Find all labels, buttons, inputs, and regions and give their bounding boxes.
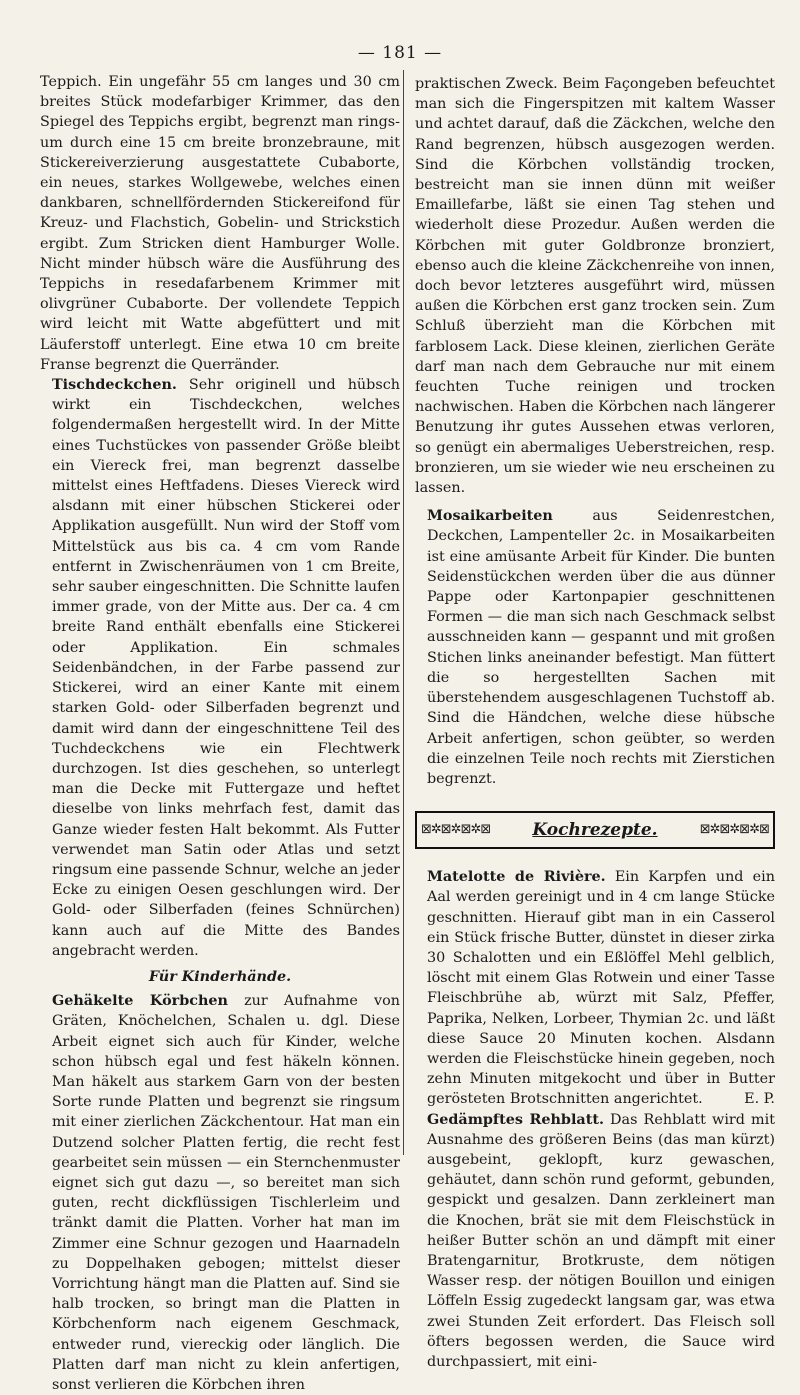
signature: E. P.: [744, 1091, 775, 1108]
lead-rehblatt: Gedämpftes Rehblatt.: [427, 1111, 604, 1128]
text-koerbchen: zur Aufnahme von Gräten, Knöchelchen, Schalen u. dgl. Diese Arbeit eignet sich auch für Kinder, welche schon hübsch egal und fest häkeln können. Man häkelt aus starkem Garn von der besten Sorte runde Platten und begrenzt sie ringsum mit einer zierlichen Zäckchentour. Hat man ein Dutzend solcher Platten fertig, die recht fest gearbeitet sein müssen — ein Sternchenmuster eignet sich gut dazu —, so bereitet man sich guten, recht dickflüssigen Tischlerleim und tränkt damit die Platten. Vorher hat man im Zimmer eine Schnur gezogen und Haarnadeln zu Doppelhaken gebogen; mittelst dieser Vorrichtung hängt man die Platten auf. Sind sie halb trocken, so bringt man die Platten in Körbchenform nach eigenem Geschmack, entweder rund, viereckig oder länglich. Die Platten darf man nicht zu klein anfertigen, sonst verlieren die Körbchen ihren: [52, 993, 400, 1393]
paragraph-rehblatt: [415, 1110, 775, 1373]
paragraph-koerbchen: [40, 991, 400, 1395]
text-matelotte: Ein Karpfen und ein Aal werden gereinigt und in 4 cm lange Stücke geschnitten. Hierauf gibt man in ein Casserol ein Stück frische Butter, dünstet in dieser zirka 30 Schalotten und ein Eßlöffel Mehl gelblich, löscht mit einem Glas Rotwein und einer Tasse Fleischbrühe ab, würzt mit Salz, Pfeffer, Paprika, Nelken, Lorbeer, Thymian 2c. und läßt diese Sauce 20 Minuten kochen. Alsdann werden die Fleischstücke hinein gegeben, noch zehn Minuten mitgekocht und über in Butter gerösteten Brotschnitten angerichtet.: [427, 869, 775, 1108]
paragraph-matelotte: [415, 867, 775, 1109]
text-rehblatt: Das Rehblatt wird mit Ausnahme des größeren Beins (das man kürzt) ausgebeint, geklopft, kurz gewaschen, gehäutet, dann schön rund geformt, gebunden, gespickt und gesalzen. Dann zerkleinert man die Knochen, brät sie mit dem Fleischstück in heißer Butter schön an und dämpft mit einer Bratengarnitur, Brotkruste, dem nötigen Wasser resp. der nötigen Bouillon und einigen Löffeln Essig zugedeckt langsam gar, was etwa zwei Stunden Zeit erfordert. Das Fleisch soll öfters begossen werden, die Sauce wird durchpassiert, mit eini-: [427, 1111, 775, 1370]
text-mosaikarbeiten: aus Seidenrestchen, Deckchen, Lampenteller 2c. in Mosaikarbeiten ist eine amüsante Arbeit für Kinder. Die bunten Seidenstückchen werden über die aus dünner Pappe oder Kartonpapier geschnittenen Formen — die man sich nach Geschmack selbst ausschneiden kann — gespannt und mit großen Stichen links aneinander befestigt. Man füttert die so hergestellten Sachen mit überstehendem ausgeschlagenen Tuchstoff ab. Sind die Händchen, welche diese hübsche Arbeit anfertigen, schon geübter, so werden die einzelnen Teile noch rechts mit Zierstichen begrenzt.: [427, 508, 775, 787]
section-heading-kinderhaende: Für Kinderhände.: [148, 968, 292, 985]
paragraph-teppich: Teppich. Ein ungefähr 55 cm langes und 30 cm breites Stück modefarbiger Krimmer, das den Spiegel des Teppichs ergibt, begrenzt man rings-um durch eine 15 cm breite bronzebraune, mit Stickereiverzierung ausgestattete Cubaborte, ein neues, starkes Wollgewebe, welches einen dankbaren, schnellfördernden Stickereifond für Kreuz- und Flachstich, Gobelin- und Strickstich ergibt. Zum Stricken dient Hamburger Wolle. Nicht minder hübsch wäre die Ausführung des Teppichs in resedafarbenem Krimmer mit olivgrüner Cubaborte. Der vollendete Teppich wird leicht mit Watte abgefüttert und mit Läuferstoff unterlegt. Eine etwa 10 cm breite Franse begrenzt die Querränder.: [40, 74, 400, 373]
lead-tischdeckchen: Tischdeckchen.: [52, 377, 177, 394]
page-number: — 181 —: [357, 43, 443, 63]
lead-mosaikarbeiten: Mosaikarbeiten: [427, 508, 553, 525]
column-divider: [403, 70, 404, 1155]
lead-koerbchen: Gehäkelte Körbchen: [52, 993, 228, 1010]
ornament-left-icon: ⊠✲⊠✲⊠✲⊠: [421, 822, 491, 837]
text-tischdeckchen: Sehr originell und hübsch wirkt ein Tischdeckchen, welches folgendermaßen hergestellt wird. In der Mitte eines Tuchstückes von passender Größe bleibt ein Viereck frei, man begrenzt dasselbe mittelst eines Heftfadens. Dieses Viereck wird alsdann mit einer hübschen Stickerei oder Applikation ausgefüllt. Nun wird der Stoff vom Mittelstück aus bis ca. 4 cm vom Rande entfernt in Zwischenräumen von 1 cm Breite, sehr sauber eingeschnitten. Die Schnitte laufen immer grade, von der Mitte aus. Der ca. 4 cm breite Rand enthält ebenfalls eine Stickerei oder Applikation. Ein schmales Seidenbändchen, in der Farbe passend zur Stickerei, wird an einer Kante mit einem starken Gold- oder Silberfaden begrenzt und damit wird dann der eingeschnittene Teil des Tuchdeckchens wie ein Flechtwerk durchzogen. Ist dies geschehen, so unterlegt man die Decke mit Futtergaze und heftet dieselbe von links mehrfach fest, damit das Ganze wieder festen Halt bekommt. Als Futter verwendet man Satin oder Atlas und setzt ringsum eine passende Schnur, welche an jeder Ecke zu einigen Oesen geschlungen wird. Der Gold- oder Silberfaden (feines Schnürchen) kann auch auf die Mitte des Bandes angebracht werden.: [52, 377, 400, 959]
left-column: [40, 72, 400, 1395]
paragraph-mosaikarbeiten: [415, 506, 775, 789]
kochrezepte-banner: [415, 811, 775, 849]
ornament-right-icon: ⊠✲⊠✲⊠✲⊠: [699, 822, 769, 837]
lead-matelotte: Matelotte de Rivière.: [427, 869, 606, 886]
right-column: [415, 74, 775, 1372]
paragraph-tischdeckchen: [40, 375, 400, 961]
banner-title: Kochrezepte.: [532, 820, 658, 840]
paragraph-koerbchen-cont: praktischen Zweck. Beim Façongeben befeuchtet man sich die Fingerspitzen mit kaltem Wasser und achtet darauf, daß die Zäckchen, welche den Rand begrenzen, hübsch ausgezogen werden. Sind die Körbchen vollständig trocken, bestreicht man sie innen dünn mit weißer Emaillefarbe, läßt sie einen Tag stehen und wiederholt diese Prozedur. Außen werden die Körbchen mit guter Goldbronze bronziert, ebenso auch die kleine Zäckchenreihe von innen, doch bevor letzteres ausgeführt wird, müssen außen die Körbchen erst ganz trocken sein. Zum Schluß überzieht man die Körbchen mit farblosem Lack. Diese kleinen, zierlichen Geräte darf man nach dem Gebrauche nur mit einem feuchten Tuche reinigen und trocken nachwischen. Haben die Körbchen nach längerer Benutzung ihr gutes Aussehen etwas verloren, so genügt ein abermaliges Ueberstreichen, resp. bronzieren, um sie wieder wie neu erscheinen zu lassen.: [415, 76, 775, 497]
